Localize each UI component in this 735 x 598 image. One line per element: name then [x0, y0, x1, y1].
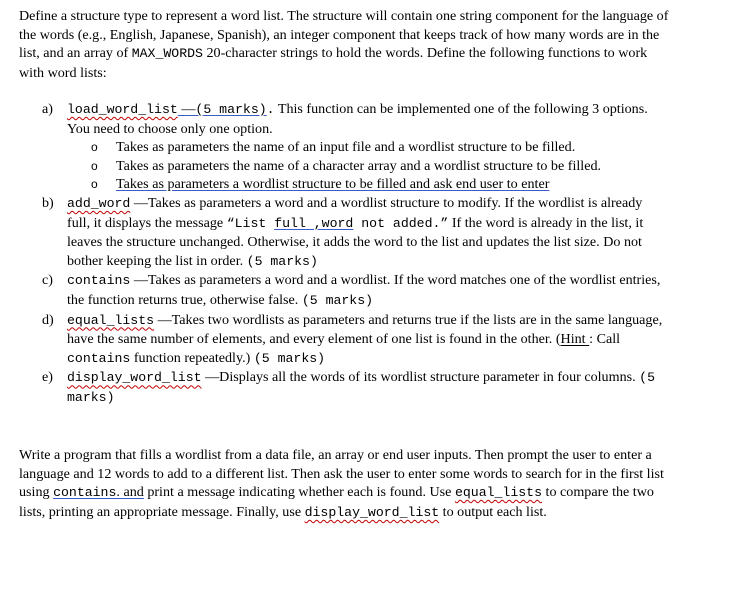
function-description: If the word is already in the list, it leaves the structure unchanged. Otherwise, it adds the word to the list and updates the list size. Do not bother keeping the list in order. [67, 214, 644, 269]
function-name: equal_lists [67, 312, 155, 328]
option-item: o Takes as parameters a wordlist structure to be filled and ask end user to enter [116, 175, 667, 194]
item-marker: b) [42, 194, 54, 211]
function-item-contains [42, 271, 667, 310]
item-marker: c) [42, 272, 53, 289]
option-item: o Takes as parameters the name of an input file and a wordlist structure to be filled. [116, 138, 667, 157]
function-description: —Takes as parameters a word and a wordlist structure to modify. If the wordlist is already full, it displays the message [67, 194, 643, 231]
intro-paragraph [19, 7, 669, 82]
option-item: o Takes as parameters the name of a character array and a wordlist structure to be filled. [116, 157, 667, 176]
message-part: not added.” [353, 215, 449, 231]
item-marker: d) [42, 311, 54, 328]
function-description: function repeatedly.) [130, 349, 254, 366]
function-description: —Displays all the words of its wordlist structure parameter in four columns. [201, 369, 640, 386]
max-words-constant: MAX_WORDS [131, 46, 203, 62]
closing-text: . and [116, 484, 144, 501]
inline-code: display_word_list [304, 504, 440, 520]
closing-paragraph [19, 446, 669, 522]
function-name: display_word_list [67, 370, 202, 386]
marks-label: (5 marks) [253, 350, 326, 366]
function-name: add_word [67, 195, 131, 211]
marks-label: (5 marks) [67, 370, 655, 405]
inline-code: equal_lists [454, 485, 543, 501]
period: . [266, 102, 275, 117]
closing-text: print a message indicating whether each is found. Use [143, 484, 455, 501]
intro-text-1: Define a structure type to represent a word list. The structure will contain one string component for the language of the words (e.g., English, Japanese, Spanish), an integer component that keeps track of how many words are in the list, and an array of [19, 8, 669, 62]
marks-label: (5 marks) [195, 102, 267, 117]
function-description: —Takes two wordlists as parameters and returns true if the lists are in the same language, have the same number of elements, and every element of one list is found in the other. ( [67, 311, 663, 348]
intro-text-2: 20-character strings to hold the words. Define the following functions to work with word lists: [19, 45, 648, 81]
marks-label: (5 marks) [301, 292, 374, 308]
function-description: : Call [589, 331, 621, 348]
function-name: load_word_list [67, 102, 178, 117]
function-item-equal-lists [42, 311, 667, 369]
function-list [42, 100, 667, 408]
closing-text: to output each list. [439, 503, 547, 520]
function-description: —Takes as parameters a word and a wordlist. If the word matches one of the wordlist entries, the function returns true, otherwise false. [67, 272, 661, 308]
hint-label: Hint [560, 331, 590, 348]
function-item-add-word [42, 194, 667, 271]
function-description: This function can be implemented one of the following 3 options. You need to choose only one option. [67, 101, 648, 137]
inline-code: contains [67, 350, 131, 366]
function-name: contains [67, 273, 131, 289]
inline-code: contains [53, 485, 117, 501]
function-item-load-word-list [42, 100, 667, 194]
message-part: “List [226, 215, 275, 231]
item-marker: a) [42, 101, 53, 117]
marks-label: (5 marks) [246, 253, 318, 269]
dash: — [177, 101, 196, 117]
function-item-display-word-list [42, 368, 667, 407]
closing-text: Write a program that fills a wordlist from a data file, an array or end user inputs. Then prompt the user to enter a language and 12 words to add to a different list. Then ask the user to enter some words to search for in the first list using [19, 447, 664, 501]
message-part: full ,word [274, 215, 354, 231]
options-list [67, 138, 667, 194]
closing-text: to compare the two lists, printing an appropriate message. Finally, use [19, 484, 654, 520]
item-marker: e) [42, 369, 53, 386]
